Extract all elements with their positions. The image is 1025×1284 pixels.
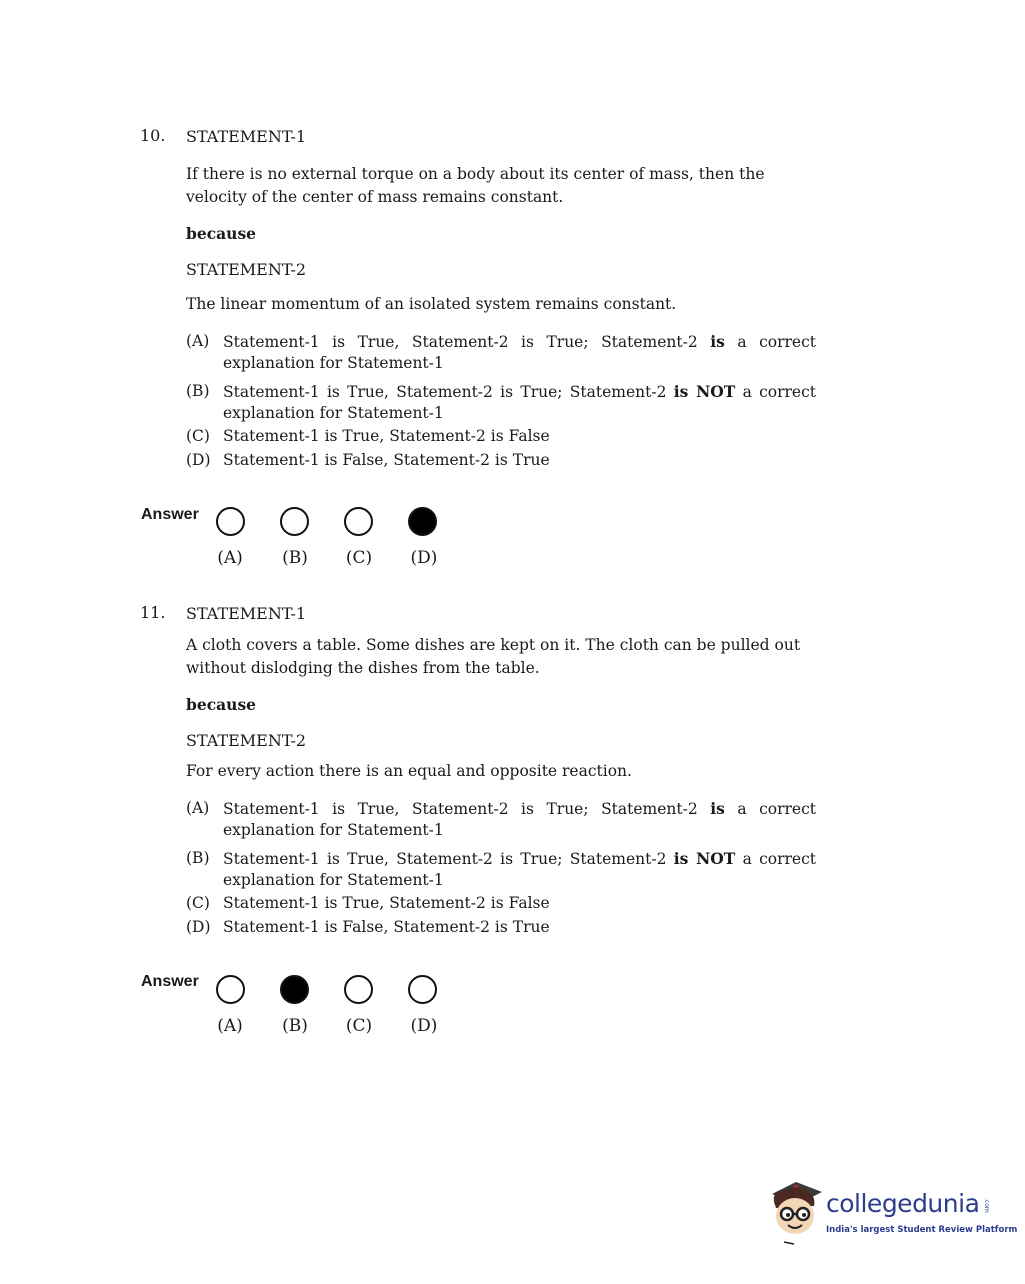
option-emphasis: is NOT — [673, 849, 736, 868]
option-text: Statement-1 is True, Statement-2 is True; Statement-2 — [223, 850, 674, 868]
bubble-label-c: (C) — [345, 1016, 373, 1036]
option-text: Statement-1 is False, Statement-2 is True — [223, 918, 550, 936]
bubble-label-c: (C) — [345, 548, 373, 568]
statement2-heading: STATEMENT-2 — [186, 731, 307, 750]
logo-name: collegedunia — [826, 1189, 980, 1218]
answer-label: Answer — [141, 973, 199, 990]
bubble-label-b: (B) — [282, 548, 308, 568]
option-b — [186, 381, 816, 424]
answer-bubble-c[interactable] — [344, 975, 373, 1004]
option-label: (B) — [186, 849, 210, 867]
statement1-heading: STATEMENT-1 — [186, 127, 307, 146]
option-c — [186, 426, 816, 447]
statement1-text: If there is no external torque on a body about its center of mass, then the velocity of the center of mass remains constant. — [186, 165, 765, 206]
option-text-end: a correct explanation for Statement-1 — [223, 800, 816, 839]
option-label: (C) — [186, 894, 210, 912]
statement2-heading: STATEMENT-2 — [186, 260, 307, 279]
option-a — [186, 798, 816, 841]
answer-bubble-c[interactable] — [344, 507, 373, 536]
answer-label: Answer — [141, 506, 199, 523]
option-d — [186, 450, 816, 471]
option-label: (D) — [186, 918, 211, 936]
bubble-label-d: (D) — [410, 548, 438, 568]
option-emphasis: is — [710, 799, 725, 818]
answer-bubble-d[interactable] — [408, 507, 437, 536]
option-a — [186, 331, 816, 374]
option-c — [186, 893, 816, 914]
option-emphasis: is NOT — [673, 382, 736, 401]
option-label: (D) — [186, 451, 211, 469]
option-text: Statement-1 is True, Statement-2 is False — [223, 894, 550, 912]
option-label: (C) — [186, 427, 210, 445]
option-text-end: a correct explanation for Statement-1 — [223, 383, 817, 422]
answer-bubble-a[interactable] — [216, 507, 245, 536]
option-b — [186, 848, 816, 891]
because-label: because — [186, 224, 257, 243]
question-number: 11. — [140, 603, 166, 622]
answer-bubble-d[interactable] — [408, 975, 437, 1004]
statement1-text: A cloth covers a table. Some dishes are kept on it. The cloth can be pulled out without dislodging the dishes from the table. — [186, 636, 801, 677]
option-text-end: a correct explanation for Statement-1 — [223, 333, 816, 372]
answer-bubble-b[interactable] — [280, 507, 309, 536]
option-text: Statement-1 is True, Statement-2 is False — [223, 427, 550, 445]
answer-bubble-b[interactable] — [280, 975, 309, 1004]
answer-bubble-a[interactable] — [216, 975, 245, 1004]
statement2-text: The linear momentum of an isolated system remains constant. — [186, 295, 677, 313]
because-label: because — [186, 695, 257, 714]
option-text: Statement-1 is False, Statement-2 is True — [223, 451, 550, 469]
question-number: 10. — [140, 126, 166, 145]
logo-suffix: .com — [983, 1198, 990, 1213]
option-label: (B) — [186, 382, 210, 400]
statement2-text: For every action there is an equal and opposite reaction. — [186, 762, 632, 780]
bubble-label-a: (A) — [217, 1016, 243, 1036]
statement1-heading: STATEMENT-1 — [186, 604, 307, 623]
mascot-icon — [766, 1176, 826, 1248]
bubble-label-a: (A) — [217, 548, 243, 568]
logo-tagline: India's largest Student Review Platform — [826, 1225, 1018, 1235]
bubble-label-b: (B) — [282, 1016, 308, 1036]
option-text: Statement-1 is True, Statement-2 is True; Statement-2 — [223, 800, 711, 818]
option-text-end: a correct explanation for Statement-1 — [223, 850, 817, 889]
option-emphasis: is — [710, 332, 725, 351]
option-label: (A) — [186, 332, 210, 350]
option-label: (A) — [186, 799, 210, 817]
option-d — [186, 917, 816, 938]
option-text: Statement-1 is True, Statement-2 is True; Statement-2 — [223, 383, 674, 401]
option-text: Statement-1 is True, Statement-2 is True; Statement-2 — [223, 333, 711, 351]
bubble-label-d: (D) — [410, 1016, 438, 1036]
